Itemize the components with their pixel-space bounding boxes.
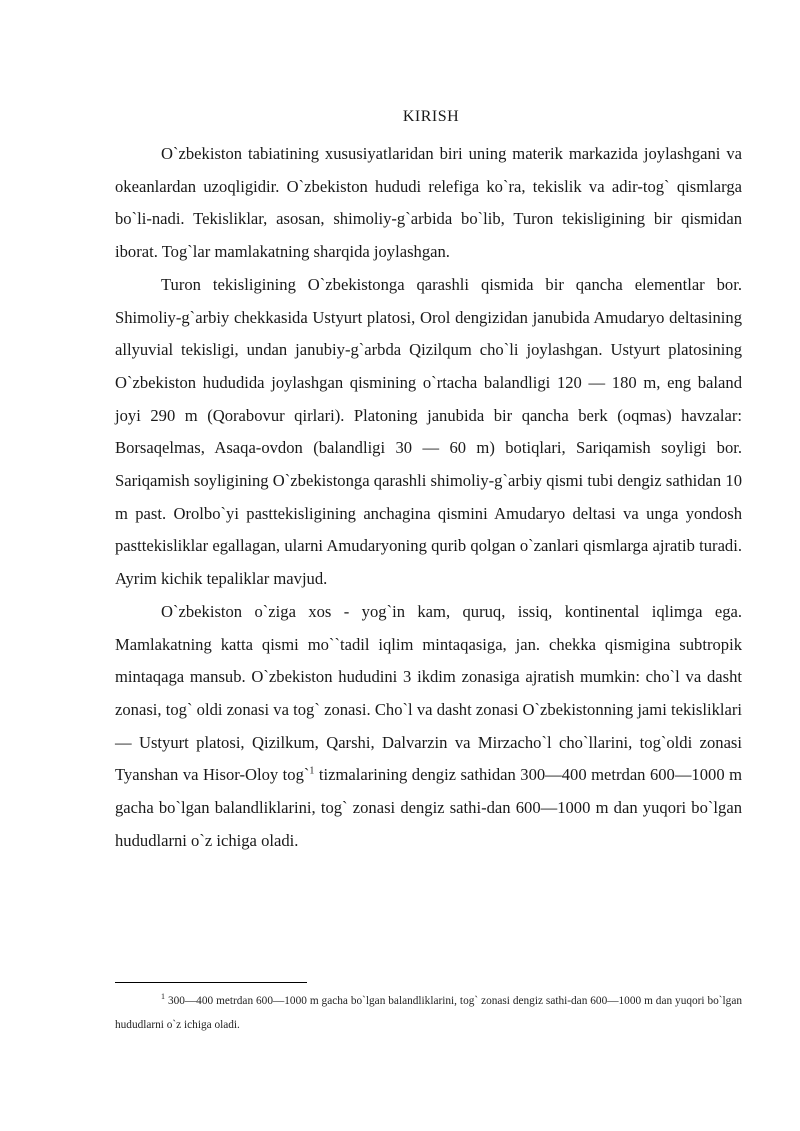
footnote-text: 300—400 metrdan 600—1000 m gacha bo`lgan balandliklarini, tog` zonasi dengiz sathi-dan 600—1000 m dan yuqori bo`lgan hududlarni o`z ichiga oladi. [115,995,742,1031]
footnote-separator [115,982,307,983]
paragraph-1: O`zbekiston tabiatining xususiyatlaridan biri uning materik markazida joylashgani va okeanlardan uzoqligidir. O`zbekiston hududi relefiga ko`ra, tekislik va adir-tog` qismlarga bo`li-nadi. Tekisliklar, asosan, shimoliy-g`arbida bo`lib, Turon tekisligining bir qismidan iborat. Tog`lar mamlakatning sharqida joylashgan. [115,144,742,262]
footnote-marker: 1 [161,992,165,1002]
paragraph-3-text-start: O`zbekiston o`ziga xos - yog`in kam, quruq, issiq, kontinental iqlimga ega. Mamlakatning katta qismi mo``tadil iqlim mintaqasiga, jan. chekka qismigina subtropik mintaqaga mansub. O`zbekiston hududini 3 ikdim zonasiga ajratish mumkin: cho`l va dasht zonasi, tog` oldi zonasi va tog` zonasi. Cho`l va dasht zonasi O`zbekistonning jami tekisliklari — Ustyurt platosi, Qizilkum, Qarshi, Dalvarzin va Mirzacho`l cho`llarini, tog`oldi zonasi Tyanshan va Hisor-Oloy tog` [115,601,742,785]
body-text [115,138,742,857]
footnote-reference[interactable]: 1 [309,765,315,777]
footnote [115,989,742,1037]
paragraph-3-text-end: tizmalarining dengiz sathidan 300—400 metrdan 600—1000 m gacha bo`lgan balandliklarini, tog` zonasi dengiz sathi-dan 600—1000 m dan yuqori bo`lgan hududlarni o`z ichiga oladi. [115,765,742,850]
paragraph-3 [115,596,742,858]
page-title: KIRISH [402,108,460,125]
paragraph-2: Turon tekisligining O`zbekistonga qarashli qismida bir qancha elementlar bor. Shimoliy-g`arbiy chekkasida Ustyurt platosi, Orol dengizidan janubida Amudaryo deltasining allyuvial tekisligi, undan janubiy-g`arbda Qizilqum cho`li joylashgan. Ustyurt platosining O`zbekiston hududida joylashgan qismining o`rtacha balandligi 120 — 180 m, eng baland joyi 290 m (Qorabovur qirlari). Platoning janubida bir qancha berk (oqmas) havzalar: Borsaqelmas, Asaqa-ovdon (balandligi 30 — 60 m) botiqlari, Sariqamish soyligi bor. Sariqamish soyligining O`zbekistonga qarashli shimoliy-g`arbiy qismi tubi dengiz sathidan 10 m past. Orolbo`yi pasttekisligining anchagina qismini Amudaryo deltasi va unga yondosh pasttekisliklar egallagan, ularni Amudaryoning qurib qolgan o`zanlari qismlarga ajratib turadi. Ayrim kichik tepaliklar mavjud. [115,274,742,589]
